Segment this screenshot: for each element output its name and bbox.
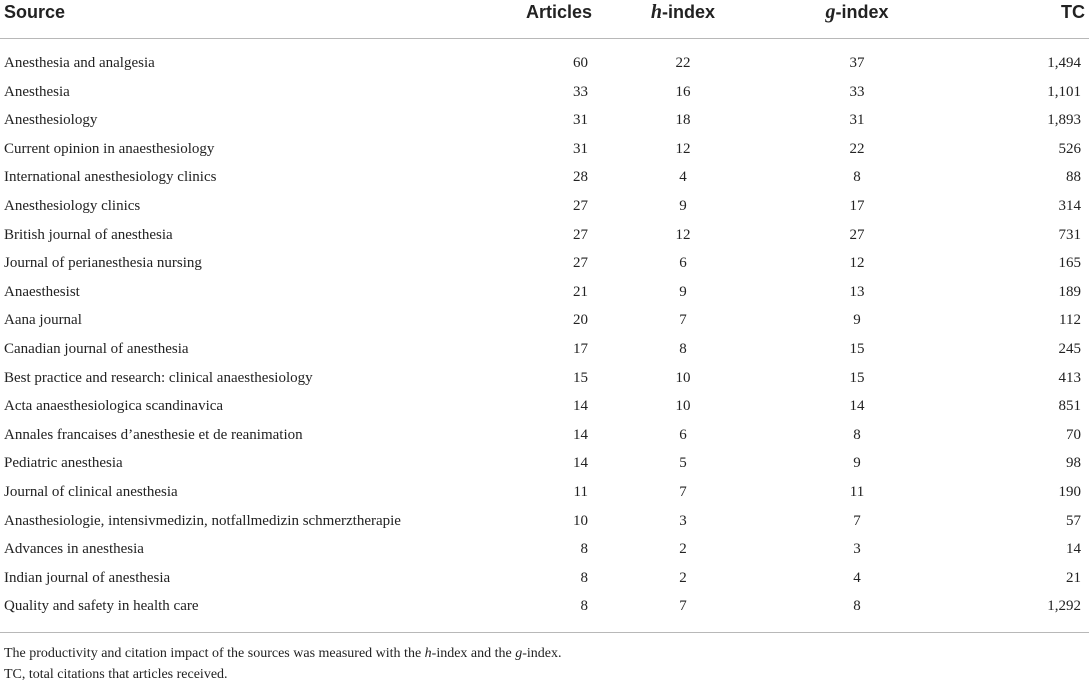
- cell-h-index: 4: [679, 169, 687, 186]
- cell-h-index: 7: [679, 312, 687, 329]
- cell-g-index: 9: [853, 455, 861, 472]
- cell-tc: 1,893: [1047, 112, 1081, 129]
- cell-g-index: 11: [849, 483, 865, 500]
- table-row: [0, 106, 1089, 135]
- cell-g-index: 37: [849, 55, 865, 71]
- cell-source: British journal of anesthesia: [4, 226, 173, 243]
- cell-tc: 21: [1066, 569, 1081, 586]
- cell-tc: 14: [1066, 541, 1081, 558]
- table-row: [0, 335, 1089, 364]
- cell-h-index: 6: [679, 255, 687, 272]
- cell-articles: 10: [573, 512, 588, 529]
- cell-articles: 27: [573, 255, 588, 272]
- cell-articles: 27: [573, 197, 588, 214]
- cell-articles: 8: [580, 598, 588, 615]
- cell-tc: 112: [1059, 312, 1081, 329]
- cell-h-index: 12: [675, 226, 691, 243]
- cell-tc: 57: [1066, 512, 1081, 529]
- cell-articles: 20: [573, 312, 588, 329]
- table-row: [0, 306, 1089, 335]
- cell-articles: 33: [573, 83, 588, 100]
- cell-tc: 413: [1058, 369, 1081, 386]
- table-row: [0, 535, 1089, 564]
- cell-source: International anesthesiology clinics: [4, 169, 217, 186]
- cell-articles: 17: [573, 340, 588, 357]
- cell-tc: 1,292: [1047, 598, 1081, 615]
- cell-source: Indian journal of anesthesia: [4, 569, 171, 586]
- table-row: [0, 364, 1089, 393]
- cell-articles: 14: [573, 455, 588, 472]
- table-footnotes: [0, 633, 1089, 685]
- header-row: [0, 0, 1089, 39]
- table-body: [0, 39, 1089, 632]
- table-row: [0, 564, 1089, 593]
- footnote-index-measure: [4, 643, 1089, 664]
- table-row: [0, 421, 1089, 450]
- cell-articles: 14: [573, 426, 588, 443]
- table-row: [0, 592, 1089, 632]
- cell-g-index: 8: [853, 598, 861, 615]
- cell-tc: 1,494: [1047, 55, 1081, 71]
- cell-tc: 70: [1066, 426, 1081, 443]
- cell-g-index: 22: [849, 140, 865, 157]
- cell-source: Advances in anesthesia: [4, 541, 144, 558]
- cell-g-index: 3: [853, 541, 861, 558]
- cell-tc: 245: [1058, 340, 1081, 357]
- cell-g-index: 4: [853, 569, 861, 586]
- cell-g-index: 27: [849, 226, 865, 243]
- cell-tc: 98: [1066, 455, 1081, 472]
- cell-source: Acta anaesthesiologica scandinavica: [4, 398, 224, 415]
- cell-articles: 8: [580, 541, 588, 558]
- header-g-index: [770, 0, 944, 39]
- cell-source: Anaesthesist: [4, 283, 80, 300]
- cell-articles: 14: [573, 398, 588, 415]
- table-row: [0, 192, 1089, 221]
- cell-h-index: 3: [679, 512, 687, 529]
- header-g-index-suffix: -index: [835, 2, 889, 22]
- footnote-h-letter: h: [424, 645, 432, 661]
- cell-source: Anesthesia: [4, 83, 70, 100]
- cell-h-index: 18: [675, 112, 691, 129]
- cell-source: Anesthesia and analgesia: [4, 55, 155, 71]
- cell-h-index: 5: [679, 455, 687, 472]
- footnote-text-3: -index.: [522, 645, 562, 661]
- cell-articles: 21: [573, 283, 588, 300]
- cell-source: Pediatric anesthesia: [4, 455, 123, 472]
- header-source: Source: [0, 0, 456, 39]
- cell-g-index: 33: [849, 83, 865, 100]
- cell-h-index: 8: [679, 340, 687, 357]
- cell-tc: 851: [1058, 398, 1081, 415]
- cell-tc: 165: [1058, 255, 1081, 272]
- header-h-index: [596, 0, 770, 39]
- cell-articles: 31: [573, 140, 588, 157]
- table-row: [0, 507, 1089, 536]
- cell-articles: 31: [573, 112, 588, 129]
- table-row: [0, 249, 1089, 278]
- table-row: [0, 221, 1089, 250]
- table-header: [0, 0, 1089, 39]
- cell-source: Anesthesiology clinics: [4, 197, 141, 214]
- cell-source: Aana journal: [4, 312, 82, 329]
- cell-source: Canadian journal of anesthesia: [4, 340, 189, 357]
- table-row: [0, 78, 1089, 107]
- cell-h-index: 2: [679, 569, 687, 586]
- cell-h-index: 10: [675, 398, 691, 415]
- cell-tc: 190: [1058, 483, 1081, 500]
- cell-h-index: 9: [679, 197, 687, 214]
- cell-articles: 60: [573, 55, 588, 71]
- cell-h-index: 12: [675, 140, 691, 157]
- footnote-text-2: -index and the: [431, 645, 516, 661]
- cell-articles: 15: [573, 369, 588, 386]
- header-h-index-suffix: -index: [662, 2, 716, 22]
- cell-source: Anasthesiologie, intensivmedizin, notfallmedizin schmerztherapie: [4, 512, 401, 529]
- cell-h-index: 10: [675, 369, 691, 386]
- cell-source: Current opinion in anaesthesiology: [4, 140, 215, 157]
- footnote-g-letter: g: [515, 645, 523, 661]
- table-row: [0, 135, 1089, 164]
- cell-source: Anesthesiology: [4, 112, 98, 129]
- cell-h-index: 2: [679, 541, 687, 558]
- table-row: [0, 478, 1089, 507]
- cell-tc: 526: [1058, 140, 1081, 157]
- cell-h-index: 6: [679, 426, 687, 443]
- cell-g-index: 12: [849, 255, 865, 272]
- cell-g-index: 8: [853, 426, 861, 443]
- cell-articles: 8: [580, 569, 588, 586]
- cell-tc: 88: [1066, 169, 1081, 186]
- cell-g-index: 9: [853, 312, 861, 329]
- table-row: [0, 39, 1089, 78]
- table-row: [0, 449, 1089, 478]
- cell-articles: 11: [573, 483, 588, 500]
- cell-g-index: 14: [849, 398, 865, 415]
- cell-g-index: 17: [849, 197, 865, 214]
- header-h-index-letter: h: [650, 1, 663, 23]
- cell-h-index: 16: [675, 83, 691, 100]
- cell-h-index: 7: [679, 598, 687, 615]
- footnote-tc-definition: TC, total citations that articles received.: [4, 666, 228, 682]
- cell-articles: 27: [573, 226, 588, 243]
- cell-g-index: 31: [849, 112, 865, 129]
- header-tc: TC: [944, 0, 1089, 39]
- cell-h-index: 7: [679, 483, 687, 500]
- cell-tc: 189: [1058, 283, 1081, 300]
- table-row: [0, 278, 1089, 307]
- cell-g-index: 15: [849, 340, 865, 357]
- cell-source: Journal of perianesthesia nursing: [4, 255, 202, 272]
- table-row: [0, 163, 1089, 192]
- cell-h-index: 9: [679, 283, 687, 300]
- cell-tc: 314: [1058, 197, 1081, 214]
- footnote-text-1: The productivity and citation impact of the sources was measured with the: [4, 645, 425, 661]
- cell-articles: 28: [573, 169, 588, 186]
- cell-source: Quality and safety in health care: [4, 598, 199, 615]
- cell-g-index: 13: [849, 283, 865, 300]
- cell-source: Journal of clinical anesthesia: [4, 483, 178, 500]
- cell-tc: 731: [1058, 226, 1081, 243]
- cell-g-index: 15: [849, 369, 865, 386]
- cell-tc: 1,101: [1047, 83, 1081, 100]
- cell-g-index: 7: [853, 512, 861, 529]
- header-g-index-letter: g: [825, 1, 836, 23]
- table-row: [0, 392, 1089, 421]
- cell-g-index: 8: [853, 169, 861, 186]
- cell-source: Annales francaises d’anesthesie et de reanimation: [4, 426, 303, 443]
- cell-h-index: 22: [675, 55, 691, 71]
- cell-source: Best practice and research: clinical anaesthesiology: [4, 369, 313, 386]
- header-articles: Articles: [456, 0, 596, 39]
